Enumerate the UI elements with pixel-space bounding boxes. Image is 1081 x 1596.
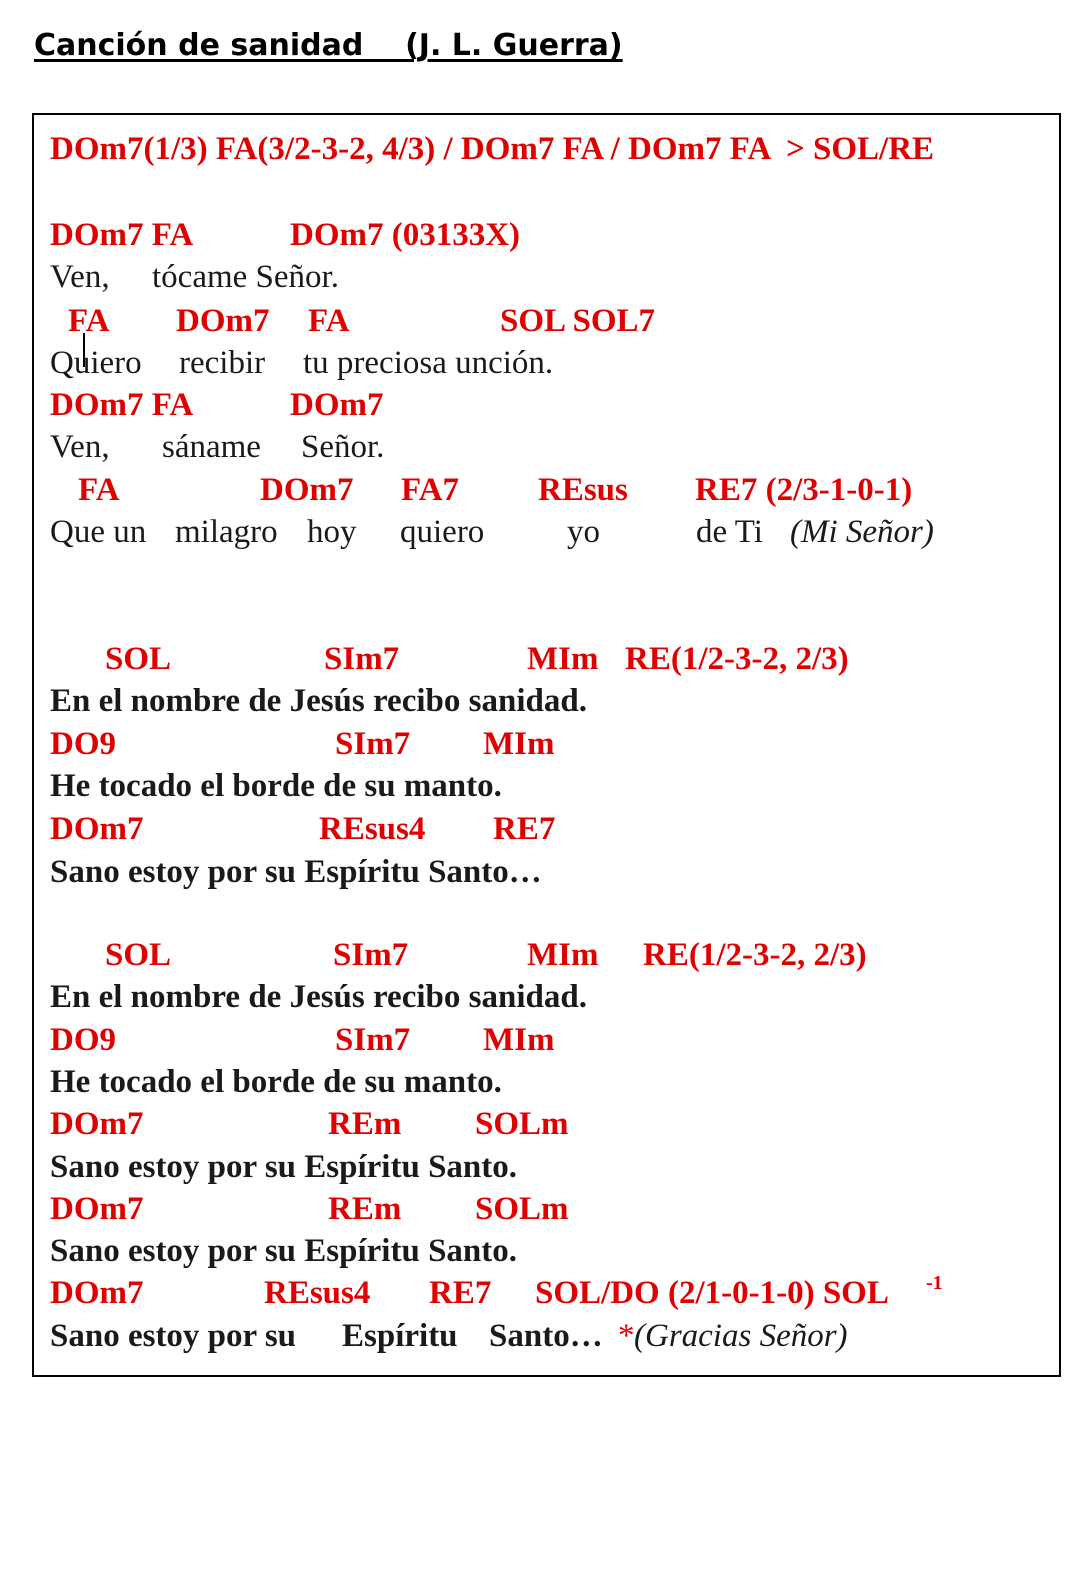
chord: SOL (105, 641, 172, 677)
chord: DOm7 (290, 387, 384, 423)
chord: SOL/DO (2/1-0-1-0) SOL (535, 1275, 889, 1311)
lyrics-box (32, 113, 1061, 1377)
chord: REsus4 (264, 1275, 371, 1311)
intro-chords: DOm7(1/3) FA(3/2-3-2, 4/3) / DOm7 FA / DOm7 FA > SOL/RE (50, 131, 935, 167)
chorus-chord-line (34, 809, 556, 849)
chord: REsus (538, 472, 628, 508)
song-title: Canción de sanidad (J. L. Guerra) (34, 28, 623, 63)
lyric: quiero (400, 514, 485, 550)
chorus-chord-line (34, 1020, 555, 1060)
lyric: hoy (307, 514, 357, 550)
chord: DOm7 (260, 472, 354, 508)
lyric: tócame Señor. (152, 259, 339, 295)
chord: DOm7 FA (50, 217, 194, 253)
chord: RE7 (2/3-1-0-1) (695, 472, 913, 508)
chord: SIm7 (324, 641, 400, 677)
chord: FA (78, 472, 120, 508)
chord: DOm7 (50, 1106, 144, 1142)
chord: REm (328, 1191, 402, 1227)
chorus-lyric-line (34, 681, 587, 721)
chord: RE7 (493, 811, 556, 847)
chorus-chord-line (34, 1272, 943, 1313)
chord: FA (68, 303, 110, 339)
chord: MIm (483, 726, 555, 762)
chord-superscript: -1 (926, 1272, 943, 1294)
chorus-chord-line (34, 935, 867, 975)
lyric: Sano estoy por su Espíritu Santo. (50, 1233, 518, 1269)
chorus-lyric-line (34, 977, 587, 1017)
chord: RE(1/2-3-2, 2/3) (643, 937, 867, 973)
chord: RE7 (429, 1275, 492, 1311)
chord: SOL SOL7 (500, 303, 655, 339)
verse-chord-line (34, 215, 521, 255)
lyric: tu preciosa unción. (303, 345, 554, 381)
chorus-lyric-line (34, 766, 502, 806)
lyric: Sano estoy por su (50, 1318, 297, 1354)
chorus-lyric-line (34, 852, 542, 892)
chord: MIm (527, 641, 599, 677)
lyric: sáname (162, 429, 261, 465)
chord: RE(1/2-3-2, 2/3) (625, 641, 849, 677)
verse-lyric-line (34, 512, 934, 552)
chord: DO9 (50, 1022, 116, 1058)
chorus-lyric-line (34, 1231, 518, 1271)
chord: DO9 (50, 726, 116, 762)
lyric: Espíritu (342, 1318, 458, 1354)
lyric: En el nombre de Jesús recibo sanidad. (50, 979, 587, 1015)
chord: DOm7 (50, 811, 144, 847)
chord: DOm7 (50, 1275, 144, 1311)
verse-lyric-line (34, 257, 339, 297)
chord: SIm7 (333, 937, 409, 973)
lyric: yo (567, 514, 600, 550)
chord: FA (308, 303, 350, 339)
lyric: milagro (175, 514, 278, 550)
chord: SOLm (475, 1106, 569, 1142)
chord: SOL (105, 937, 172, 973)
lyric: Sano estoy por su Espíritu Santo. (50, 1149, 518, 1185)
lyric: He tocado el borde de su manto. (50, 768, 502, 804)
chord: DOm7 (176, 303, 270, 339)
chord: SIm7 (335, 726, 411, 762)
chord: DOm7 (50, 1191, 144, 1227)
chorus-chord-line (34, 1189, 569, 1229)
chorus-chord-line (34, 639, 849, 679)
chord: MIm (527, 937, 599, 973)
chorus-lyric-line (34, 1147, 518, 1187)
intro-line (34, 129, 935, 169)
verse-lyric-line (34, 343, 554, 383)
chord: REsus4 (319, 811, 426, 847)
verse-chord-line (34, 385, 384, 425)
lyric: Ven, (50, 429, 110, 465)
chord: SIm7 (335, 1022, 411, 1058)
chord: MIm (483, 1022, 555, 1058)
lyric-annotation: (Gracias Señor) (634, 1318, 848, 1354)
lyric: Sano estoy por su Espíritu Santo… (50, 854, 542, 890)
verse-lyric-line (34, 427, 385, 467)
chord: REm (328, 1106, 402, 1142)
chorus-chord-line (34, 724, 555, 764)
chorus-lyric-line (34, 1062, 502, 1102)
lyric: He tocado el borde de su manto. (50, 1064, 502, 1100)
chord: SOLm (475, 1191, 569, 1227)
verse-chord-line (34, 301, 655, 341)
verse-chord-line (34, 470, 913, 510)
lyric: Que un (50, 514, 147, 550)
lyric: Santo… (489, 1318, 603, 1354)
asterisk-mark: * (618, 1318, 635, 1354)
lyric-annotation: (Mi Señor) (790, 514, 934, 550)
lyric: Ven, (50, 259, 110, 295)
chord: DOm7 FA (50, 387, 194, 423)
lyric: de Ti (696, 514, 763, 550)
lyric: Quiero (50, 345, 142, 381)
lyric: Señor. (301, 429, 385, 465)
lyric: recibir (179, 345, 266, 381)
lyric: En el nombre de Jesús recibo sanidad. (50, 683, 587, 719)
chord: FA7 (401, 472, 460, 508)
chorus-lyric-line (34, 1316, 848, 1356)
chorus-chord-line (34, 1104, 569, 1144)
chord: DOm7 (03133X) (290, 217, 521, 253)
